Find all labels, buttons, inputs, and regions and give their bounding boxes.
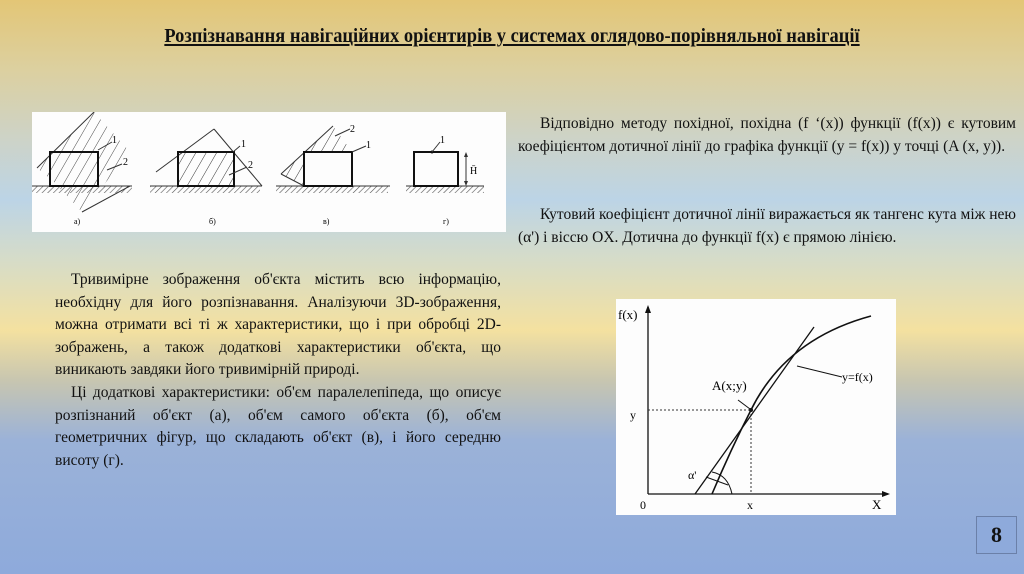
svg-text:1: 1 [440,135,445,146]
svg-text:1: 1 [366,140,371,151]
panel-d-label: г) [443,217,449,226]
svg-text:2: 2 [248,160,253,171]
curve-label: y=f(x) [842,370,873,384]
y-tick-label: y [630,408,636,422]
x-tick-label: x [747,498,753,512]
svg-text:2: 2 [123,157,128,168]
panel-c-label: в) [323,217,330,226]
panel-a [32,112,132,226]
panel-d [406,135,484,226]
3d-paragraph: Тривимірне зображення об'єкта містить всю інформацію, необхідну для його розпізнавання. Аналізуючи 3D-зображення, можна отримати всі ті ж характеристики, що і при обробці 2D-зображень, а також додаткові характеристики об'єкта, що виникають завдяки його тривимірній природі. [55,271,501,379]
svg-text:2: 2 [350,124,355,135]
tangent-graph [616,299,896,515]
tangent-line-diagram [616,299,896,515]
panel-a-label: а) [74,217,81,226]
x-axis-label: X [872,497,882,512]
height-label: H̄ [470,166,478,177]
point-a-label: A(x;y) [712,378,747,393]
slope-paragraph: Кутовий коефіцієнт дотичної лінії виражається як тангенс кута між нею (α') і віссю OX. Дотична до функції f(x) є прямою лінією. [518,206,1016,246]
svg-text:1: 1 [112,135,117,146]
panel-b-label: б) [209,217,216,226]
svg-text:1: 1 [241,139,246,150]
origin-label: 0 [640,498,646,512]
object-recognition-figure [32,112,506,232]
hatched-objects-diagram [32,112,506,232]
slide-title: Розпізнавання навігаційних орієнтирів у системах оглядово-порівняльної навігації [164,25,860,47]
derivative-method-text [518,112,1016,158]
page-number: 8 [976,516,1017,554]
panel-c [276,124,390,226]
angle-label: α' [688,468,697,482]
3d-image-text [55,269,501,472]
y-axis-label: f(x) [618,307,638,322]
panel-b [150,129,262,226]
slope-text [518,203,1016,249]
characteristics-paragraph: Ці додаткові характеристики: об'єм паралелепіпеда, що описує розпізнаний об'єкт (а), об'єм самого об'єкта (б), об'єм геометричних фігур, що складають об'єкт (в), і його середню висоту (г). [55,383,501,469]
derivative-paragraph: Відповідно методу похідної, похідна (f ‘(x)) функції (f(x)) є кутовим коефіцієнтом дотичної лінії до графіка функції (y = f(x)) у точці (A (x, y)). [518,115,1016,155]
